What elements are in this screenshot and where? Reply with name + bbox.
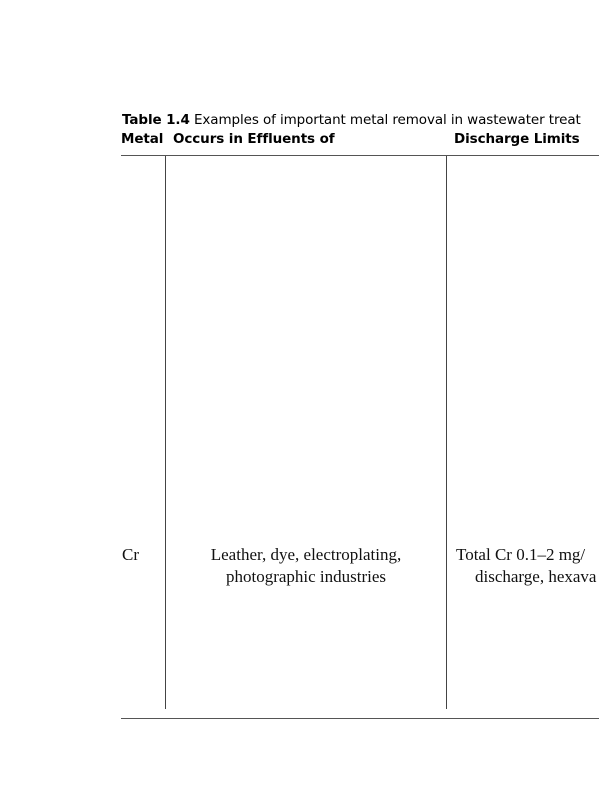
cell-effluents-line-1: Leather, dye, electroplating,	[210, 545, 402, 564]
cell-effluents	[166, 544, 446, 588]
table-bottom-rule	[121, 718, 599, 719]
table-header-rule	[121, 155, 599, 156]
cell-limits-line-1: Total Cr 0.1–2 mg/	[456, 545, 586, 564]
cell-limits-line-2: discharge, hexava	[475, 567, 597, 586]
column-header-effluents: Occurs in Effluents of	[173, 131, 335, 147]
table-caption	[122, 112, 581, 128]
cell-metal: Cr	[122, 545, 139, 564]
column-header-metal: Metal	[121, 131, 164, 147]
column-divider-1	[165, 156, 166, 709]
column-divider-2	[446, 156, 447, 709]
cell-effluents-line-2: photographic industries	[225, 567, 387, 586]
column-header-discharge-limits: Discharge Limits	[454, 131, 580, 147]
cell-discharge-limits	[456, 544, 596, 588]
table-caption-label: Table 1.4	[122, 112, 190, 128]
table-caption-text: Examples of important metal removal in wastewater treat	[193, 112, 581, 128]
